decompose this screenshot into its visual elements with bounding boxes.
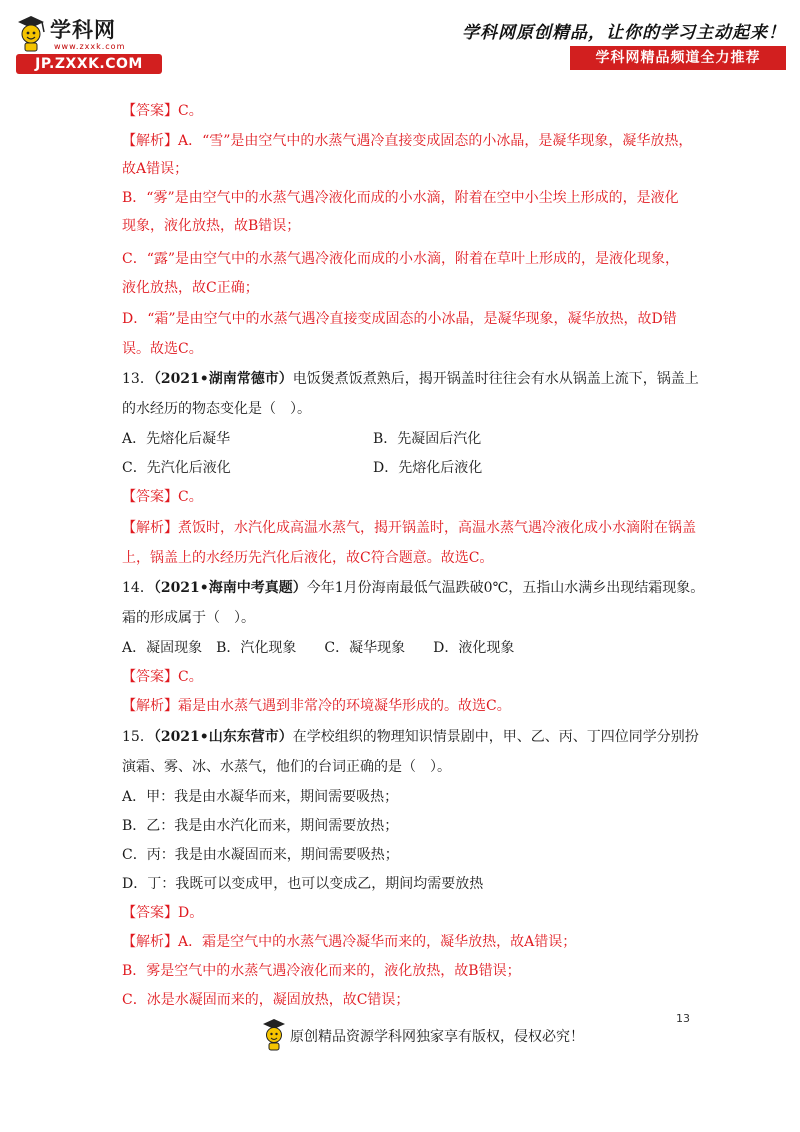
question-13-stem-cont: 的水经历的物态变化是（ ）。 <box>122 401 311 417</box>
logo-subtitle: www.zxxk.com <box>54 42 126 51</box>
option-d: D．先熔化后液化 <box>373 460 483 476</box>
explanation-line: C．“露”是由空气中的水蒸气遇冷液化而成的小水滴，附着在草叶上形成的，是液化现象， <box>122 251 680 267</box>
question-number: 14． <box>122 580 154 596</box>
explanation-line: 【解析】A．霜是空气中的水蒸气遇冷凝华而来的，凝华放热，故A错误； <box>122 934 577 950</box>
explanation-line: 误。故选C。 <box>122 341 203 357</box>
explanation-line: 故A错误； <box>122 161 189 177</box>
explanation-line: 液化放热，故C正确； <box>122 280 259 296</box>
question-number: 13． <box>122 371 154 387</box>
answer-line: 【答案】C。 <box>122 103 203 119</box>
explanation-line: B．“雾”是由空气中的水蒸气遇冷液化而成的小水滴，附着在空中小尘埃上形成的，是液化 <box>122 190 679 206</box>
question-text: 在学校组织的物理知识情景剧中，甲、乙、丙、丁四位同学分别扮 <box>292 729 699 745</box>
explanation-line: 【解析】A．“雪”是由空气中的水蒸气遇冷直接变成固态的小冰晶，是凝华现象，凝华放热， <box>122 133 693 149</box>
option-c: C．丙：我是由水凝固而来，期间需要吸热； <box>122 847 399 863</box>
explanation-line: B．雾是空气中的水蒸气遇冷液化而来的，液化放热，故B错误； <box>122 963 521 979</box>
question-text: 电饭煲煮饭煮熟后，揭开锅盖时往往会有水从锅盖上流下，锅盖上 <box>292 371 699 387</box>
options-row: A．凝固现象 B．汽化现象 C．凝华现象 D．液化现象 <box>122 640 515 656</box>
option-d: D．丁：我既可以变成甲，也可以变成乙，期间均需要放热 <box>122 876 484 892</box>
question-13-stem <box>122 369 699 389</box>
question-15-stem-cont: 演霜、雾、冰、水蒸气，他们的台词正确的是（ ）。 <box>122 759 451 775</box>
copyright-text: 原创精品资源学科网独家享有版权，侵权必究！ <box>290 1029 584 1045</box>
question-source: （2021•海南中考真题） <box>153 580 307 596</box>
explanation-line: D．“霜”是由空气中的水蒸气遇冷直接变成固态的小冰晶，是凝华现象，凝华放热，故D错 <box>122 311 677 327</box>
question-number: 15． <box>122 729 154 745</box>
question-14-stem <box>122 578 704 598</box>
explanation-line: C．冰是水凝固而来的，凝固放热，故C错误； <box>122 992 410 1008</box>
page-number: 13 <box>676 1012 690 1025</box>
question-text: 今年1月份海南最低气温跌破0℃，五指山水满乡出现结霜现象。 <box>306 580 705 596</box>
option-b: B．乙：我是由水汽化而来，期间需要放热； <box>122 818 399 834</box>
option-b: B．先凝固后汽化 <box>373 431 482 447</box>
answer-line: 【答案】D。 <box>122 905 204 921</box>
channel-banner: 学科网精品频道全力推荐 <box>570 46 786 70</box>
question-15-stem <box>122 727 699 747</box>
logo-brand: 学科网 <box>50 18 116 42</box>
explanation-line: 【解析】霜是由水蒸气遇到非常冷的环境凝华形成的。故选C。 <box>122 698 511 714</box>
explanation-line: 现象，液化放热，故B错误； <box>122 218 301 234</box>
zxxk-logo <box>14 12 164 74</box>
option-a: A．先熔化后凝华 <box>122 431 231 447</box>
answer-line: 【答案】C。 <box>122 489 203 505</box>
mascot-icon <box>260 1016 288 1052</box>
header-slogan: 学科网原创精品，让你的学习主动起来！ <box>462 23 786 43</box>
option-c: C．先汽化后液化 <box>122 460 231 476</box>
option-a: A．甲：我是由水凝华而来，期间需要吸热； <box>122 789 399 805</box>
answer-line: 【答案】C。 <box>122 669 203 685</box>
explanation-line: 【解析】煮饭时，水汽化成高温水蒸气，揭开锅盖时，高温水蒸气遇冷液化成小水滴附在锅盖 <box>122 520 696 536</box>
question-source: （2021•湖南常德市） <box>153 371 293 387</box>
question-14-stem-cont: 霜的形成属于（ ）。 <box>122 610 255 626</box>
mascot-icon <box>14 12 48 52</box>
explanation-line: 上，锅盖上的水经历先汽化后液化，故C符合题意。故选C。 <box>122 550 494 566</box>
question-source: （2021•山东东营市） <box>153 729 293 745</box>
logo-site-badge: JP.ZXXK.COM <box>16 54 162 74</box>
